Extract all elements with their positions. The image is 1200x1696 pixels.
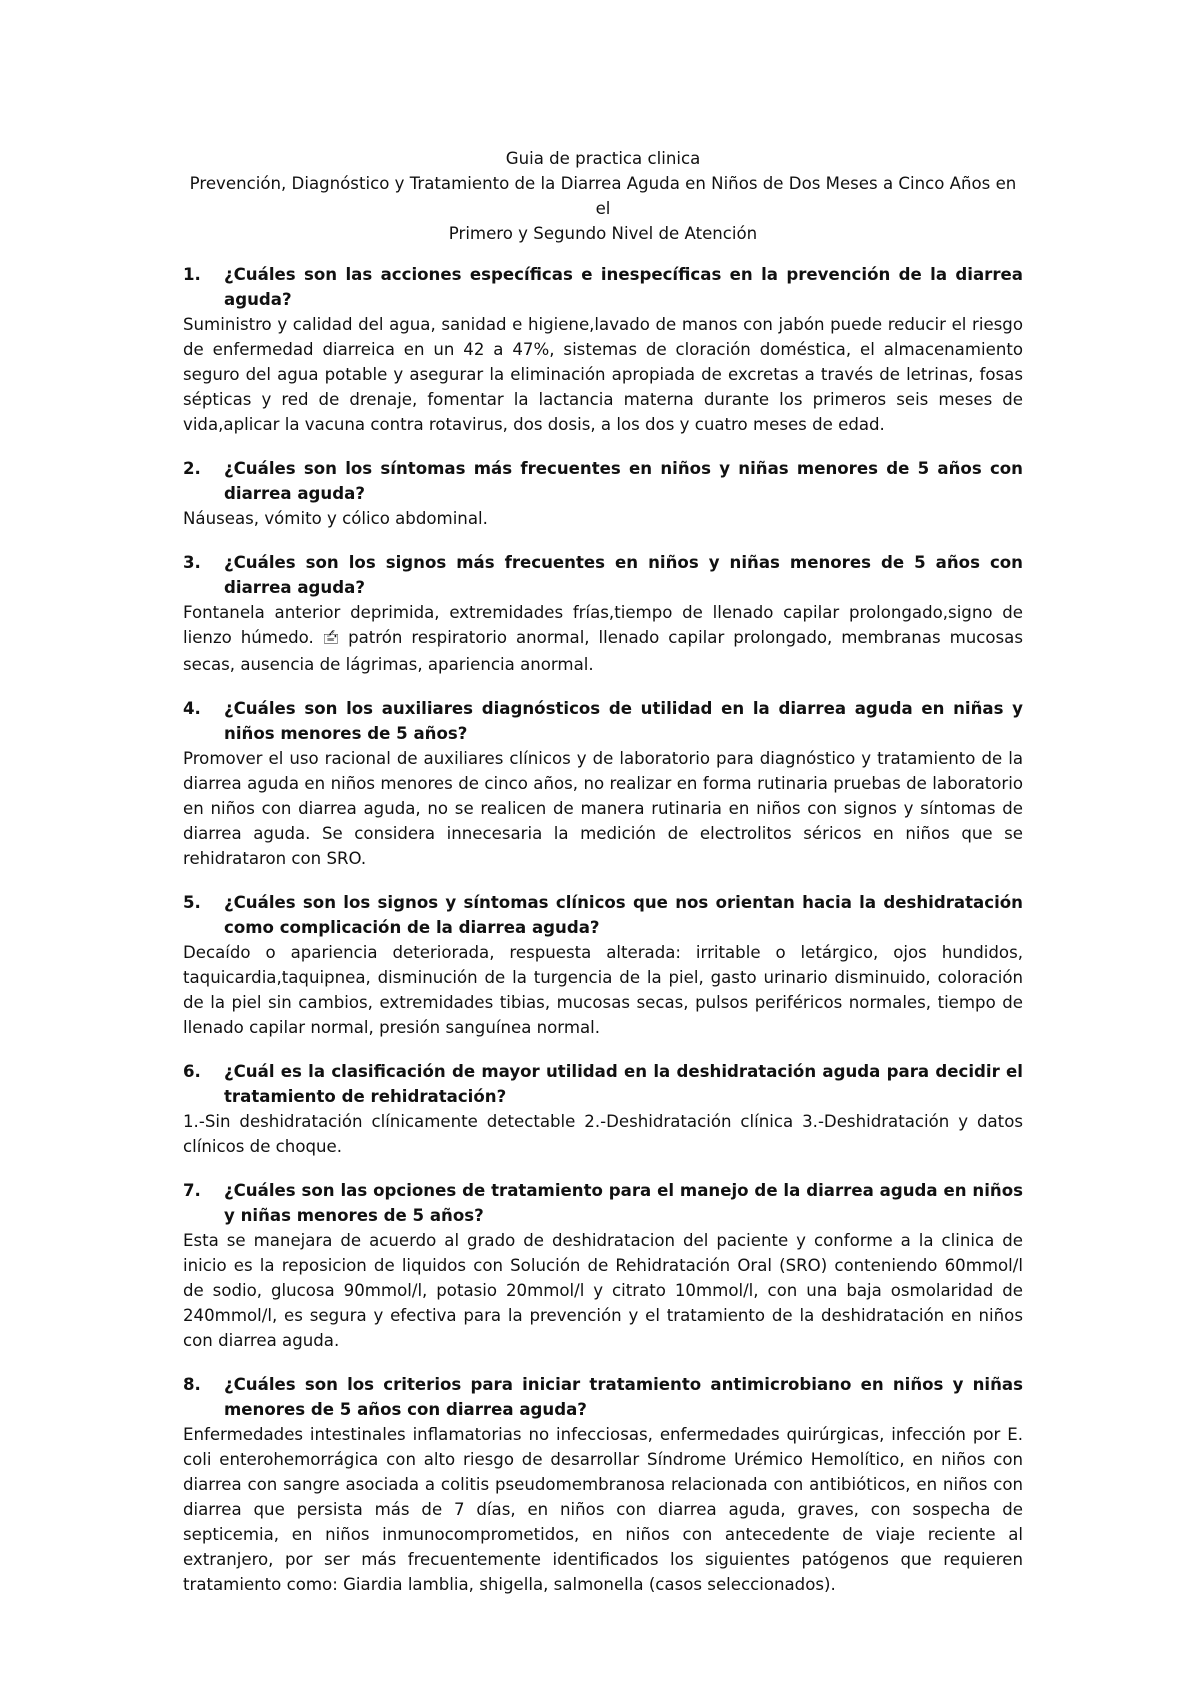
- hand-pointer-icon: 🖆: [322, 631, 340, 647]
- answer-1: Suministro y calidad del agua, sanidad e higiene,lavado de manos con jabón puede reducir el riesgo de enfermedad diarreica en un 42 a 47%, sistemas de cloración doméstica, el almacenamiento seguro del agua potable y asegurar la eliminación apropiada de excretas a través de letrinas, fosas sépticas y red de drenaje, fomentar la lactancia materna durante los primeros seis meses de vida,aplicar la vacuna contra rotavirus, dos dosis, a los dos y cuatro meses de edad.: [183, 315, 1023, 434]
- question-number: 7.: [183, 1181, 201, 1200]
- qa-item-6: [183, 1059, 1023, 1159]
- title-line-2: Prevención, Diagnóstico y Tratamiento de la Diarrea Aguda en Niños de Dos Meses a Cinco Años en el: [189, 174, 1017, 218]
- answer-4: Promover el uso racional de auxiliares clínicos y de laboratorio para diagnóstico y tratamiento de la diarrea aguda en niños menores de cinco años, no realizar en forma rutinaria pruebas de laboratorio en niños con diarrea aguda, no se realicen de manera rutinaria en niños con signos y síntomas de diarrea aguda. Se considera innecesaria la medición de electrolitos séricos en niños que se rehidrataron con SRO.: [183, 749, 1023, 868]
- title-line-1: Guia de practica clinica: [505, 149, 701, 168]
- question-number: 4.: [183, 699, 201, 718]
- question-number: 5.: [183, 893, 201, 912]
- answer-6: 1.-Sin deshidratación clínicamente detectable 2.-Deshidratación clínica 3.-Deshidratación y datos clínicos de choque.: [183, 1112, 1023, 1156]
- qa-item-1: [183, 262, 1023, 437]
- answer-5: Decaído o apariencia deteriorada, respuesta alterada: irritable o letárgico, ojos hundidos, taquicardia,taquipnea, disminución de la turgencia de la piel, gasto urinario disminuido, coloración de la piel sin cambios, extremidades tibias, mucosas secas, pulsos periféricos normales, tiempo de llenado capilar normal, presión sanguínea normal.: [183, 943, 1023, 1037]
- answer-3-part-1: Fontanela anterior deprimida, extremidades frías,tiempo de llenado capilar prolongado,signo de lienzo húmedo.: [183, 603, 1023, 647]
- qa-item-3: [183, 550, 1023, 677]
- document-content: [183, 146, 1023, 1616]
- question-1: [183, 262, 1023, 312]
- question-text: ¿Cuál es la clasificación de mayor utilidad en la deshidratación aguda para decidir el tratamiento de rehidratación?: [224, 1062, 1023, 1106]
- title-line-3: Primero y Segundo Nivel de Atención: [448, 224, 758, 243]
- question-text: ¿Cuáles son las opciones de tratamiento para el manejo de la diarrea aguda en niños y niñas menores de 5 años?: [224, 1181, 1023, 1225]
- qa-item-2: [183, 456, 1023, 531]
- document-title: [183, 146, 1023, 246]
- question-text: ¿Cuáles son los criterios para iniciar tratamiento antimicrobiano en niños y niñas menores de 5 años con diarrea aguda?: [224, 1375, 1023, 1419]
- question-2: [183, 456, 1023, 506]
- question-text: ¿Cuáles son los auxiliares diagnósticos de utilidad en la diarrea aguda en niñas y niños menores de 5 años?: [224, 699, 1023, 743]
- question-6: [183, 1059, 1023, 1109]
- question-text: ¿Cuáles son los síntomas más frecuentes en niños y niñas menores de 5 años con diarrea aguda?: [224, 459, 1023, 503]
- qa-item-5: [183, 890, 1023, 1040]
- question-number: 3.: [183, 553, 201, 572]
- question-number: 6.: [183, 1062, 201, 1081]
- question-4: [183, 696, 1023, 746]
- question-text: ¿Cuáles son los signos más frecuentes en niños y niñas menores de 5 años con diarrea aguda?: [224, 553, 1023, 597]
- qa-item-8: [183, 1372, 1023, 1597]
- question-text: ¿Cuáles son las acciones específicas e inespecíficas en la prevención de la diarrea aguda?: [224, 265, 1023, 309]
- answer-7: Esta se manejara de acuerdo al grado de deshidratacion del paciente y conforme a la clinica de inicio es la reposicion de liquidos con Solución de Rehidratación Oral (SRO) conteniendo 60mmol/l de sodio, glucosa 90mmol/l, potasio 20mmol/l y citrato 10mmol/l, con una baja osmolaridad de 240mmol/l, es segura y efectiva para la prevención y el tratamiento de la deshidratación en niños con diarrea aguda.: [183, 1231, 1023, 1350]
- question-3: [183, 550, 1023, 600]
- answer-3: [183, 600, 1023, 677]
- answer-2: Náuseas, vómito y cólico abdominal.: [183, 509, 488, 528]
- answer-8: Enfermedades intestinales inflamatorias no infecciosas, enfermedades quirúrgicas, infección por E. coli enterohemorrágica con alto riesgo de desarrollar Síndrome Urémico Hemolítico, en niños con diarrea con sangre asociada a colitis pseudomembranosa relacionada con antibióticos, en niños con diarrea que persista más de 7 días, en niños con diarrea aguda, graves, con sospecha de septicemia, en niños inmunocomprometidos, en niños con antecedente de viaje reciente al extranjero, por ser más frecuentemente identificados los siguientes patógenos que requieren tratamiento como: Giardia lamblia, shigella, salmonella (casos seleccionados).: [183, 1425, 1023, 1594]
- answer-3-part-2: patrón respiratorio anormal, llenado capilar prolongado, membranas mucosas secas, ausencia de lágrimas, apariencia anormal.: [183, 628, 1023, 674]
- question-5: [183, 890, 1023, 940]
- qa-item-7: [183, 1178, 1023, 1353]
- question-number: 2.: [183, 459, 201, 478]
- question-7: [183, 1178, 1023, 1228]
- qa-item-4: [183, 696, 1023, 871]
- question-text: ¿Cuáles son los signos y síntomas clínicos que nos orientan hacia la deshidratación como complicación de la diarrea aguda?: [224, 893, 1023, 937]
- question-8: [183, 1372, 1023, 1422]
- question-number: 8.: [183, 1375, 201, 1394]
- question-number: 1.: [183, 265, 201, 284]
